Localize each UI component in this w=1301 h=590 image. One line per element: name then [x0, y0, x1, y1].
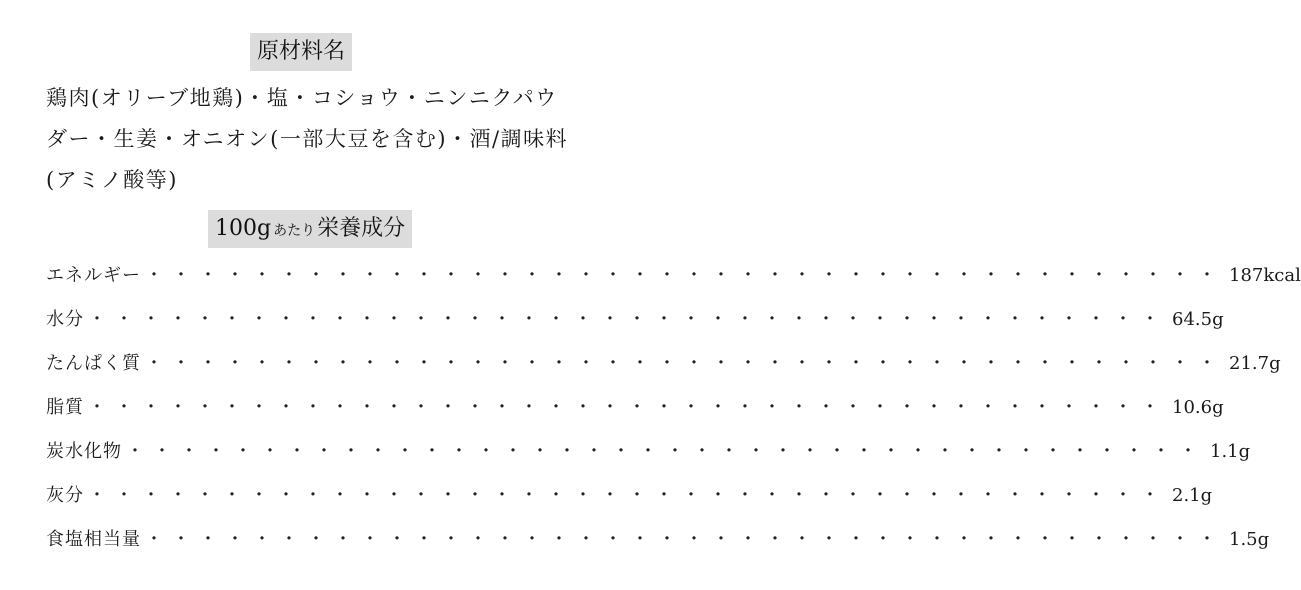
- nutrition-value: 2.1g: [1172, 485, 1213, 506]
- nutrition-value: 10.6g: [1172, 397, 1224, 418]
- nutrition-label: 食塩相当量: [46, 529, 141, 550]
- dot-leader: ・・・・・・・・・・・・・・・・・・・・・・・・・・・・・・・・・・・・・・・・: [145, 265, 1225, 286]
- ingredients-line: ダー・生姜・オニオン(一部大豆を含む)・酒/調味料: [46, 127, 569, 151]
- nutrition-row-carbohydrate: [46, 430, 1251, 474]
- ingredients-list: [46, 78, 569, 201]
- nutrition-heading: [208, 210, 412, 248]
- nutrition-title-small: あたり: [273, 223, 316, 239]
- nutrition-label: 炭水化物: [46, 441, 122, 462]
- nutrition-value: 187kcal: [1229, 265, 1301, 286]
- nutrition-title-prefix: 100g: [215, 216, 272, 241]
- nutrition-row-protein: [46, 342, 1281, 386]
- nutrition-label: 水分: [46, 309, 84, 330]
- dot-leader: ・・・・・・・・・・・・・・・・・・・・・・・・・・・・・・・・・・・・・・・・: [126, 441, 1206, 462]
- nutrition-row-energy: [46, 254, 1301, 298]
- ingredients-title: 原材料名: [257, 39, 346, 64]
- dot-leader: ・・・・・・・・・・・・・・・・・・・・・・・・・・・・・・・・・・・・・・・・: [145, 529, 1225, 550]
- ingredients-line: (アミノ酸等): [46, 168, 178, 192]
- nutrition-title-main: 栄養成分: [317, 216, 406, 241]
- dot-leader: ・・・・・・・・・・・・・・・・・・・・・・・・・・・・・・・・・・・・・・・・: [88, 309, 1168, 330]
- nutrition-value: 1.5g: [1229, 529, 1270, 550]
- nutrition-row-fat: [46, 386, 1224, 430]
- nutrition-row-ash: [46, 474, 1213, 518]
- dot-leader: ・・・・・・・・・・・・・・・・・・・・・・・・・・・・・・・・・・・・・・・・: [88, 485, 1168, 506]
- nutrition-value: 64.5g: [1172, 309, 1224, 330]
- ingredients-line: 鶏肉(オリーブ地鶏)・塩・コショウ・ニンニクパウ: [46, 86, 558, 110]
- nutrition-row-salt: [46, 518, 1270, 562]
- nutrition-label: たんぱく質: [46, 353, 141, 374]
- dot-leader: ・・・・・・・・・・・・・・・・・・・・・・・・・・・・・・・・・・・・・・・・: [88, 397, 1168, 418]
- nutrition-label: 灰分: [46, 485, 84, 506]
- nutrition-row-water: [46, 298, 1224, 342]
- nutrition-label: 脂質: [46, 397, 84, 418]
- ingredients-heading: [250, 33, 352, 71]
- nutrition-table: [46, 254, 1301, 562]
- nutrition-value: 21.7g: [1229, 353, 1281, 374]
- nutrition-label: エネルギー: [46, 265, 141, 286]
- nutrition-value: 1.1g: [1210, 441, 1251, 462]
- dot-leader: ・・・・・・・・・・・・・・・・・・・・・・・・・・・・・・・・・・・・・・・・: [145, 353, 1225, 374]
